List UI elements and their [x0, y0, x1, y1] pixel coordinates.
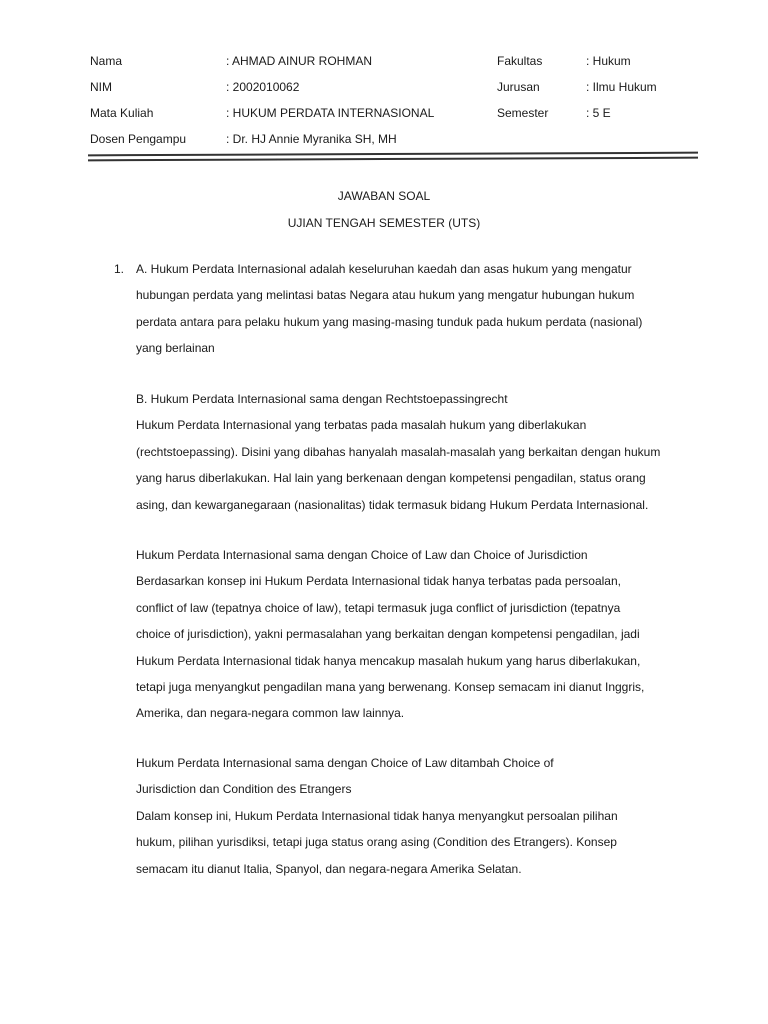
- text-line: hukum, pilihan yurisdiksi, tetapi juga status orang asing (Condition des Etrangers). Konsep: [136, 835, 617, 850]
- text-line: tetapi juga menyangkut pengadilan mana yang berwenang. Konsep semacam ini dianut Inggris,: [136, 680, 645, 695]
- answer-paragraph-a: [136, 256, 678, 362]
- value-mata-kuliah: : HUKUM PERDATA INTERNASIONAL: [226, 106, 435, 120]
- value-nama: : AHMAD AINUR ROHMAN: [226, 54, 373, 68]
- value-dosen-pengampu: : Dr. HJ Annie Myranika SH, MH: [226, 132, 397, 146]
- text-line: Hukum Perdata Internasional sama dengan Choice of Law dan Choice of Jurisdiction: [136, 548, 588, 562]
- label-semester: Semester: [497, 106, 549, 120]
- value-nim: : 2002010062: [226, 80, 300, 94]
- text-line: Hukum Perdata Internasional tidak hanya mencakup masalah hukum yang harus diberlakukan,: [136, 653, 641, 668]
- answer-paragraph-b: [136, 386, 678, 518]
- text-line: yang berlainan: [136, 341, 215, 356]
- text-line: perdata antara para pelaku hukum yang masing-masing tunduk pada hukum perdata (nasional): [136, 314, 643, 329]
- text-line: Amerika, dan negara-negara common law lainnya.: [136, 706, 405, 721]
- text-line: hubungan perdata yang melintasi batas Negara atau hukum yang mengatur hubungan hukum: [136, 288, 635, 303]
- text-line: choice of jurisdiction), yakni permasalahan yang berkaitan dengan kompetensi pengadilan, jadi: [136, 627, 640, 642]
- header-divider-bottom: [88, 157, 698, 162]
- value-semester: : 5 E: [586, 106, 611, 120]
- question-number: 1.: [114, 262, 125, 276]
- label-jurusan: Jurusan: [497, 80, 540, 94]
- text-line: Hukum Perdata Internasional yang terbatas pada masalah hukum yang diberlakukan: [136, 418, 587, 433]
- text-line: Jurisdiction dan Condition des Etrangers: [136, 782, 352, 797]
- text-line: Dalam konsep ini, Hukum Perdata Internasional tidak hanya menyangkut persoalan pilihan: [136, 808, 618, 823]
- label-fakultas: Fakultas: [497, 54, 543, 68]
- document-title: JAWABAN SOAL: [337, 189, 431, 203]
- text-line: semacam itu dianut Italia, Spanyol, dan negara-negara Amerika Selatan.: [136, 861, 522, 876]
- text-line: Hukum Perdata Internasional sama dengan Choice of Law ditambah Choice of: [136, 756, 554, 770]
- text-line: (rechtstoepassing). Disini yang dibahas hanyalah masalah-masalah yang berkaitan dengan hukum: [136, 444, 661, 459]
- header-divider-top: [88, 152, 698, 157]
- text-line: conflict of law (tepatnya choice of law), tetapi termasuk juga conflict of jurisdiction (tepatnya: [136, 600, 621, 615]
- document-subtitle: UJIAN TENGAH SEMESTER (UTS): [287, 216, 481, 230]
- text-line: asing, dan kewarganegaraan (nasionalitas) tidak termasuk bidang Hukum Perdata Internasional.: [136, 497, 649, 512]
- text-line: A. Hukum Perdata Internasional adalah keseluruhan kaedah dan asas hukum yang mengatur: [136, 262, 632, 276]
- value-fakultas: : Hukum: [586, 54, 631, 68]
- text-line: Berdasarkan konsep ini Hukum Perdata Internasional tidak hanya terbatas pada persoalan,: [136, 574, 621, 589]
- label-dosen-pengampu: Dosen Pengampu: [90, 132, 187, 146]
- text-line: yang harus diberlakukan. Hal lain yang berkenaan dengan kompetensi pengadilan, status orang: [136, 471, 646, 486]
- value-jurusan: : Ilmu Hukum: [586, 80, 657, 94]
- label-mata-kuliah: Mata Kuliah: [90, 106, 154, 120]
- label-nim: NIM: [90, 80, 112, 94]
- text-line: B. Hukum Perdata Internasional sama dengan Rechtstoepassingrecht: [136, 392, 508, 406]
- answer-paragraph-condition-des-etrangers: [136, 750, 678, 882]
- label-nama: Nama: [90, 54, 123, 68]
- answer-paragraph-choice-of-law: [136, 542, 678, 727]
